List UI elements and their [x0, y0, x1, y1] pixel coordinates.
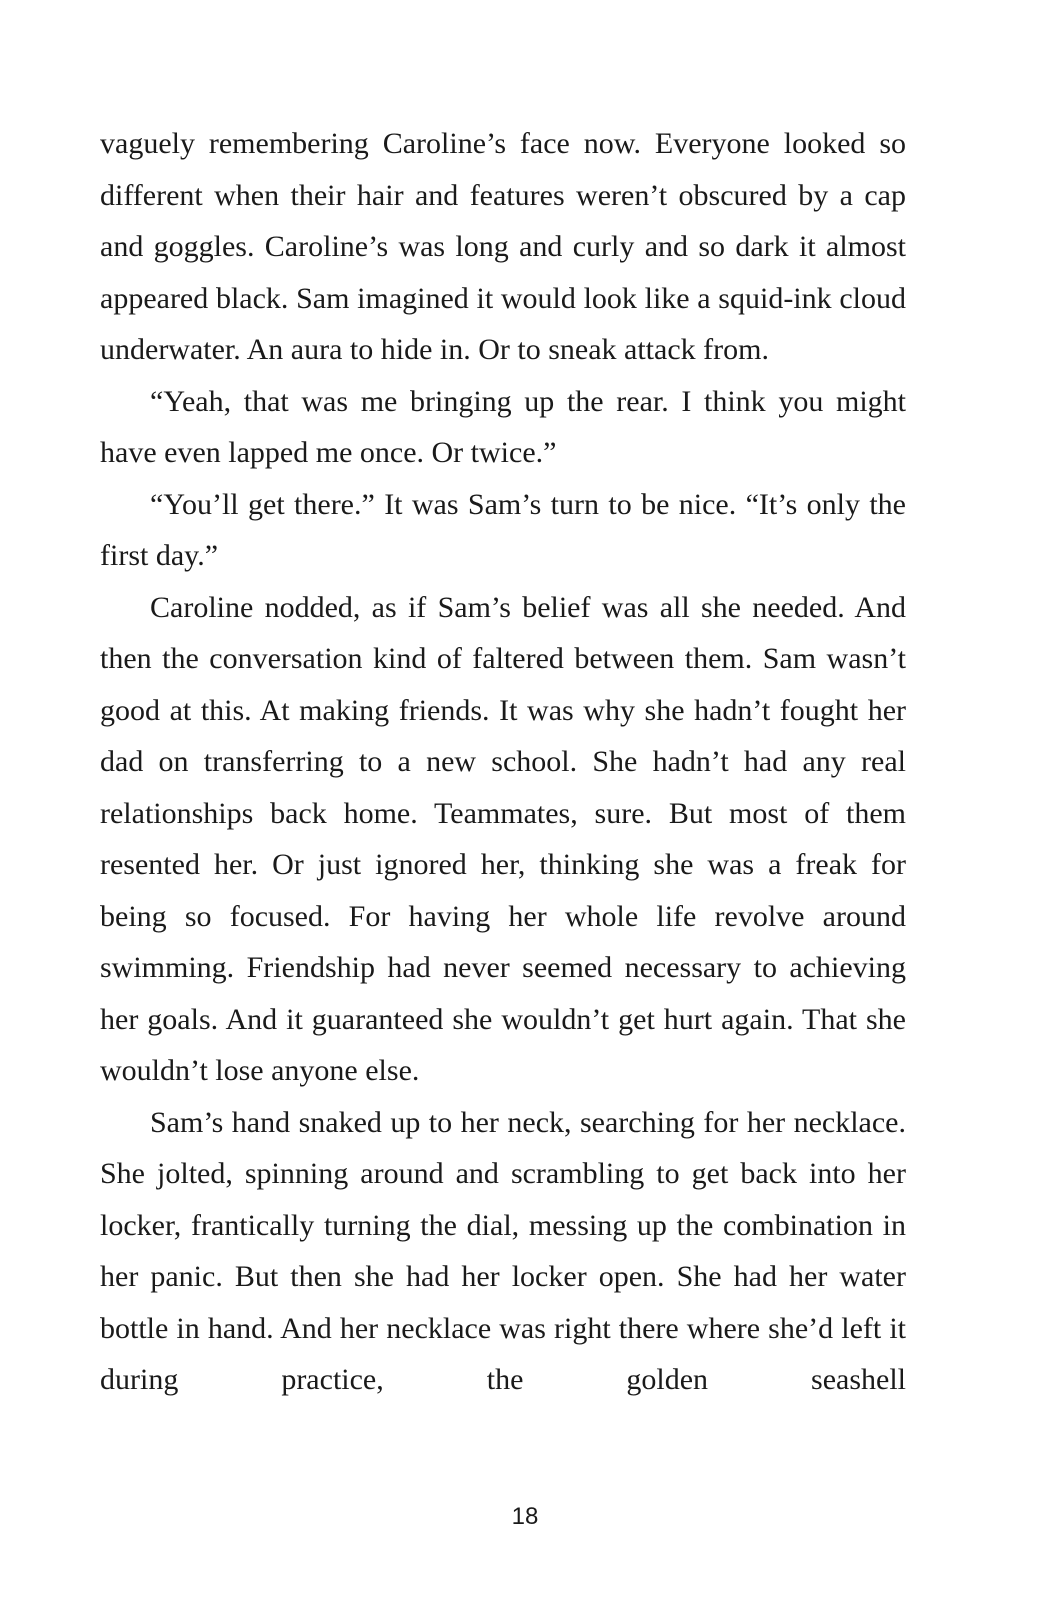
- paragraph-dialogue-1: “Yeah, that was me bringing up the rear. I think you might have even lapped me once. Or twice.”: [100, 384, 906, 469]
- body-text: [100, 118, 906, 1406]
- paragraph-dialogue-2: “You’ll get there.” It was Sam’s turn to be nice. “It’s only the first day.”: [100, 487, 906, 572]
- paragraph-continued: vaguely remembering Caroline’s face now. Everyone looked so different when their hair and features weren’t obscured by a cap and goggles. Caroline’s was long and curly and so dark it almost appeared black. Sam imagined it would look like a squid-ink cloud underwater. An aura to hide in. Or to sneak attack from.: [100, 127, 906, 366]
- paragraph-necklace: Sam’s hand snaked up to her neck, searching for her necklace. She jolted, spinning around and scrambling to get back into her locker, frantically turning the dial, messing up the combination in her panic. But then she had her locker open. She had her water bottle in hand. And her necklace was right there where she’d left it during practice, the golden seashell: [100, 1105, 906, 1396]
- page-number: 18: [511, 1503, 539, 1530]
- paragraph-caroline-nodded: Caroline nodded, as if Sam’s belief was all she needed. And then the conversation kind of faltered between them. Sam wasn’t good at this. At making friends. It was why she hadn’t fought her dad on transferring to a new school. She hadn’t had any real relationships back home. Teammates, sure. But most of them resented her. Or just ignored her, thinking she was a freak for being so focused. For having her whole life revolve around swimming. Friendship had never seemed necessary to achieving her goals. And it guaranteed she wouldn’t get hurt again. That she wouldn’t lose anyone else.: [100, 590, 906, 1087]
